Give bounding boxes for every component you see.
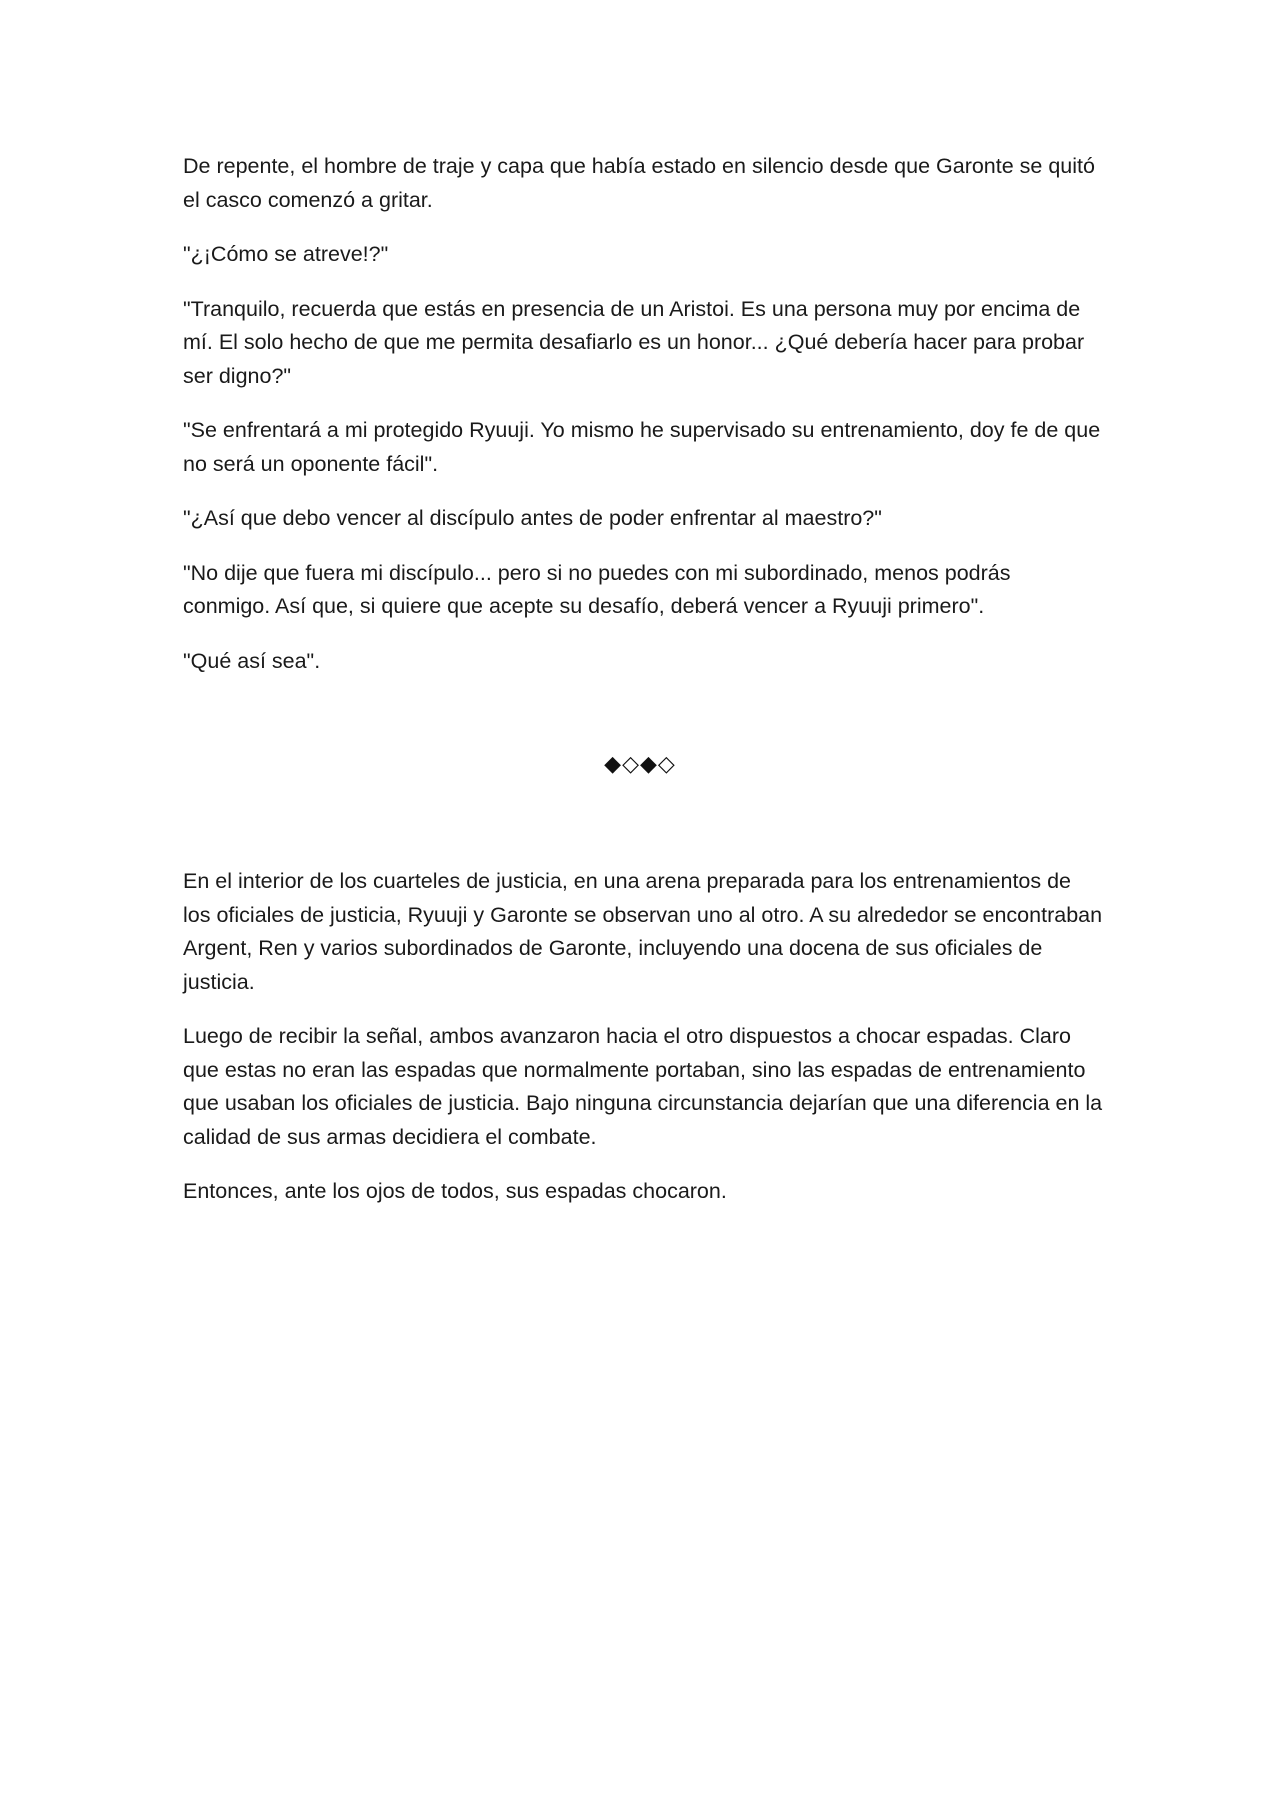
paragraph: "Qué así sea". <box>183 648 321 673</box>
paragraph: Luego de recibir la señal, ambos avanzaron hacia el otro dispuestos a chocar espadas. Claro que estas no eran las espadas que normalmente portaban, sino las espadas de entrenamiento que usaban los oficiales de justicia. Bajo ninguna circunstancia dejarían que una diferencia en la calidad de sus armas decidiera el combate. <box>183 1024 1103 1149</box>
paragraph: "¿¡Cómo se atreve!?" <box>183 242 389 266</box>
text-section-1 <box>183 150 1103 699</box>
scene-separator: ◆◇◆◇ <box>604 752 676 777</box>
paragraph: "Tranquilo, recuerda que estás en presencia de un Aristoi. Es una persona muy por encima de mí. El solo hecho de que me permita desafiarlo es un honor... ¿Qué debería hacer para probar ser digno?" <box>183 296 1085 388</box>
paragraph: "Se enfrentará a mi protegido Ryuuji. Yo mismo he supervisado su entrenamiento, doy fe de que no será un oponente fácil". <box>183 418 1101 476</box>
paragraph: De repente, el hombre de traje y capa que había estado en silencio desde que Garonte se quitó el casco comenzó a gritar. <box>183 154 1095 212</box>
text-section-2 <box>183 865 1103 1230</box>
paragraph: "No dije que fuera mi discípulo... pero si no puedes con mi subordinado, menos podrás conmigo. Así que, si quiere que acepte su desafío, deberá vencer a Ryuuji primero". <box>183 560 1011 618</box>
paragraph: Entonces, ante los ojos de todos, sus espadas chocaron. <box>183 1179 727 1203</box>
paragraph: En el interior de los cuarteles de justicia, en una arena preparada para los entrenamientos de los oficiales de justicia, Ryuuji y Garonte se observan uno al otro. A su alrededor se encontraban Argent, Ren y varios subordinados de Garonte, incluyendo una docena de sus oficiales de justicia. <box>183 869 1103 994</box>
paragraph: "¿Así que debo vencer al discípulo antes de poder enfrentar al maestro?" <box>183 506 882 530</box>
